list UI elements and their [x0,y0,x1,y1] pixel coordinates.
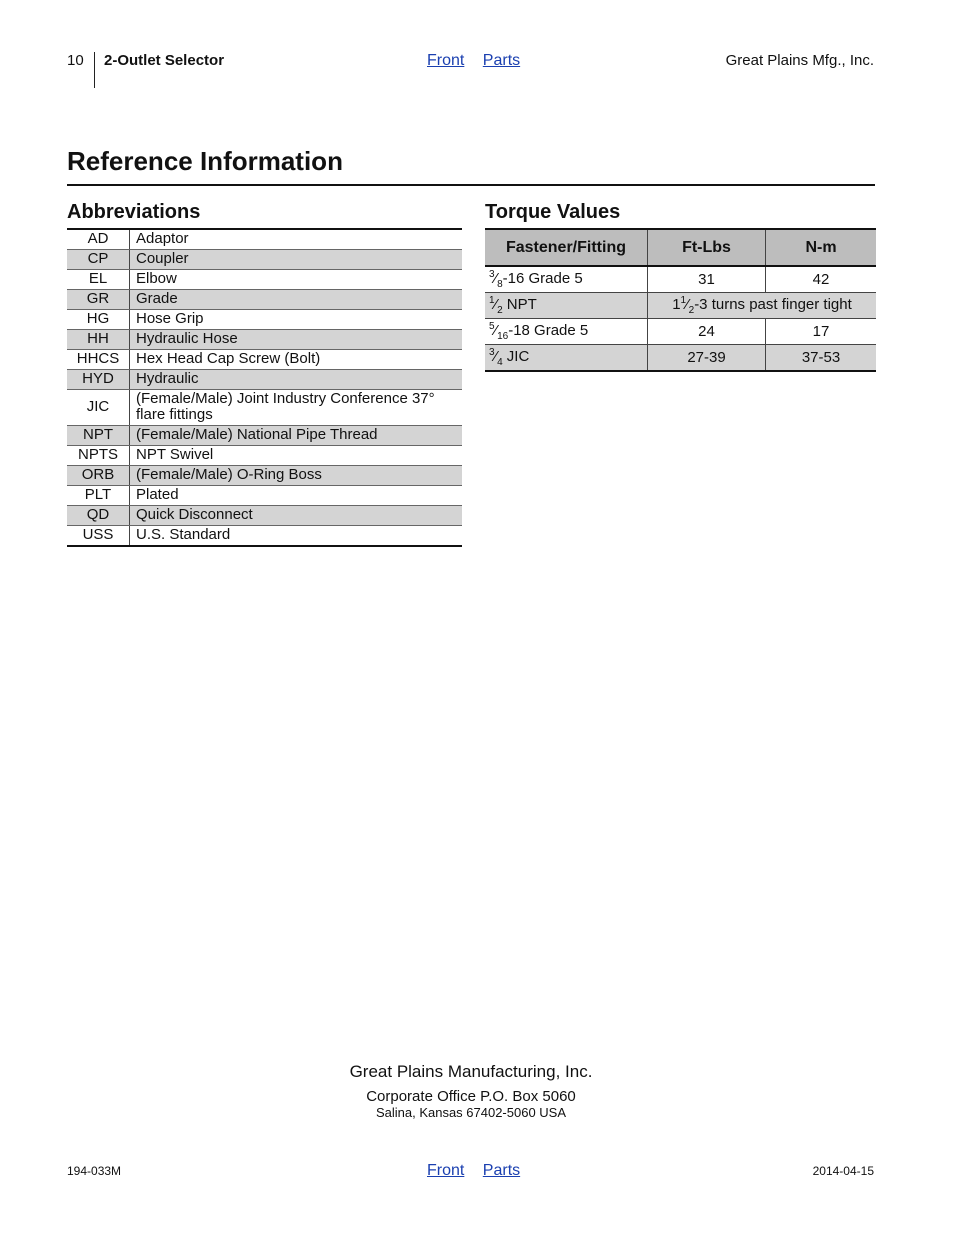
abbreviation-code: HHCS [67,350,130,370]
fraction-numerator: 1 [489,295,495,306]
abbreviation-row [67,506,462,526]
front-link[interactable]: Front [427,1162,465,1179]
torque-col-nm: N-m [766,229,877,266]
abbreviation-row [67,426,462,446]
abbreviation-row [67,526,462,547]
abbreviation-meaning: Plated [130,486,463,506]
abbreviation-meaning: Quick Disconnect [130,506,463,526]
fraction-slash: ⁄ [494,296,498,313]
document-date: 2014-04-15 [812,1164,874,1178]
document-id: 194-033M [67,1164,122,1178]
abbreviation-row [67,310,462,330]
abbreviation-row [67,486,462,506]
fraction [489,269,503,290]
fraction [489,295,503,316]
torque-ftlbs: 27-39 [648,345,766,372]
instruction-text: -3 turns past finger tight [694,296,852,313]
fraction-denominator: 2 [497,305,503,316]
abbreviation-code: HYD [67,370,130,390]
fraction-slash: ⁄ [494,322,498,339]
footer-address: Salina, Kansas 67402-5060 USA [375,1105,567,1120]
torque-row [485,319,876,345]
abbreviation-meaning: NPT Swivel [130,446,463,466]
footer-office: Corporate Office P.O. Box 5060 [366,1088,576,1105]
footer-company: Great Plains Manufacturing, Inc. [349,1062,593,1081]
page-number: 10 [67,52,84,69]
torque-row [485,266,876,293]
abbreviation-code: JIC [67,390,130,426]
fastener-spec: JIC [502,348,530,365]
abbreviation-code: EL [67,270,130,290]
abbreviation-code: USS [67,526,130,547]
fastener-spec: -18 Grade 5 [508,322,589,339]
torque-fastener [485,266,648,293]
parts-link[interactable]: Parts [482,52,521,69]
section-title: Reference Information [67,146,343,176]
torque-ftlbs: 31 [648,266,766,293]
torque-nm: 42 [766,266,877,293]
document-title: 2-Outlet Selector [104,52,225,69]
abbreviation-meaning: Hex Head Cap Screw (Bolt) [130,350,463,370]
torque-table [485,228,876,372]
abbreviation-code: ORB [67,466,130,486]
abbreviation-code: NPTS [67,446,130,466]
abbreviation-row [67,446,462,466]
torque-fastener [485,319,648,345]
abbreviation-row [67,390,462,426]
torque-col-ftlbs: Ft-Lbs [648,229,766,266]
fraction [680,295,695,316]
fraction-denominator: 16 [497,331,509,342]
fastener-spec: NPT [502,296,537,313]
fraction-slash: ⁄ [494,270,498,287]
header-company: Great Plains Mfg., Inc. [725,52,874,69]
abbreviation-row [67,250,462,270]
torque-row [485,293,876,319]
torque-fastener [485,293,648,319]
fraction [489,321,509,342]
header-divider [94,52,95,88]
abbreviation-code: HG [67,310,130,330]
abbreviation-row [67,350,462,370]
instruction-whole: 1 [672,296,681,313]
abbreviations-table [67,228,462,547]
abbreviation-meaning: Elbow [130,270,463,290]
abbreviation-meaning: Coupler [130,250,463,270]
abbreviation-meaning: (Female/Male) O-Ring Boss [130,466,463,486]
abbreviation-code: PLT [67,486,130,506]
abbreviation-code: HH [67,330,130,350]
fraction-denominator: 8 [497,279,503,290]
abbreviation-meaning: Hose Grip [130,310,463,330]
footer-nav [427,1162,534,1180]
torque-heading: Torque Values [485,201,621,223]
torque-ftlbs: 24 [648,319,766,345]
fraction-slash: ⁄ [494,348,498,365]
abbreviation-meaning: Hydraulic [130,370,463,390]
abbreviation-meaning: Hydraulic Hose [130,330,463,350]
fraction-denominator: 2 [688,305,695,316]
abbreviation-code: GR [67,290,130,310]
abbreviation-meaning: Adaptor [130,229,463,250]
fastener-spec: -16 Grade 5 [502,270,583,287]
abbreviation-row [67,270,462,290]
fraction-denominator: 4 [497,357,503,368]
abbreviation-meaning: U.S. Standard [136,526,231,543]
abbreviation-meaning: (Female/Male) National Pipe Thread [130,426,463,446]
abbreviation-meaning: (Female/Male) Joint Industry Conference 37° flare fittings [130,390,463,426]
abbreviation-code: CP [67,250,130,270]
torque-nm: 37-53 [766,345,877,372]
abbreviation-row [67,229,462,250]
torque-instruction [648,293,877,319]
abbreviation-row [67,370,462,390]
fraction-numerator: 5 [489,321,495,332]
parts-link[interactable]: Parts [482,1162,521,1179]
abbreviation-row [67,330,462,350]
fraction-numerator: 3 [489,269,495,280]
fraction-numerator: 1 [680,295,687,306]
abbreviation-code: AD [67,229,130,250]
abbreviation-meaning: Grade [130,290,463,310]
torque-fastener [485,345,648,372]
torque-col-fastener: Fastener/Fitting [485,229,648,266]
abbreviation-code: NPT [67,426,130,446]
abbreviation-row [67,290,462,310]
fraction-numerator: 3 [489,347,495,358]
abbreviation-row [67,466,462,486]
front-link[interactable]: Front [427,52,465,69]
header-nav [427,52,534,70]
abbreviations-heading: Abbreviations [67,201,201,223]
torque-nm: 17 [766,319,877,345]
abbreviation-code: QD [67,506,130,526]
fraction [489,347,503,368]
torque-row [485,345,876,372]
section-rule [67,184,875,186]
fraction-slash: ⁄ [686,296,689,313]
